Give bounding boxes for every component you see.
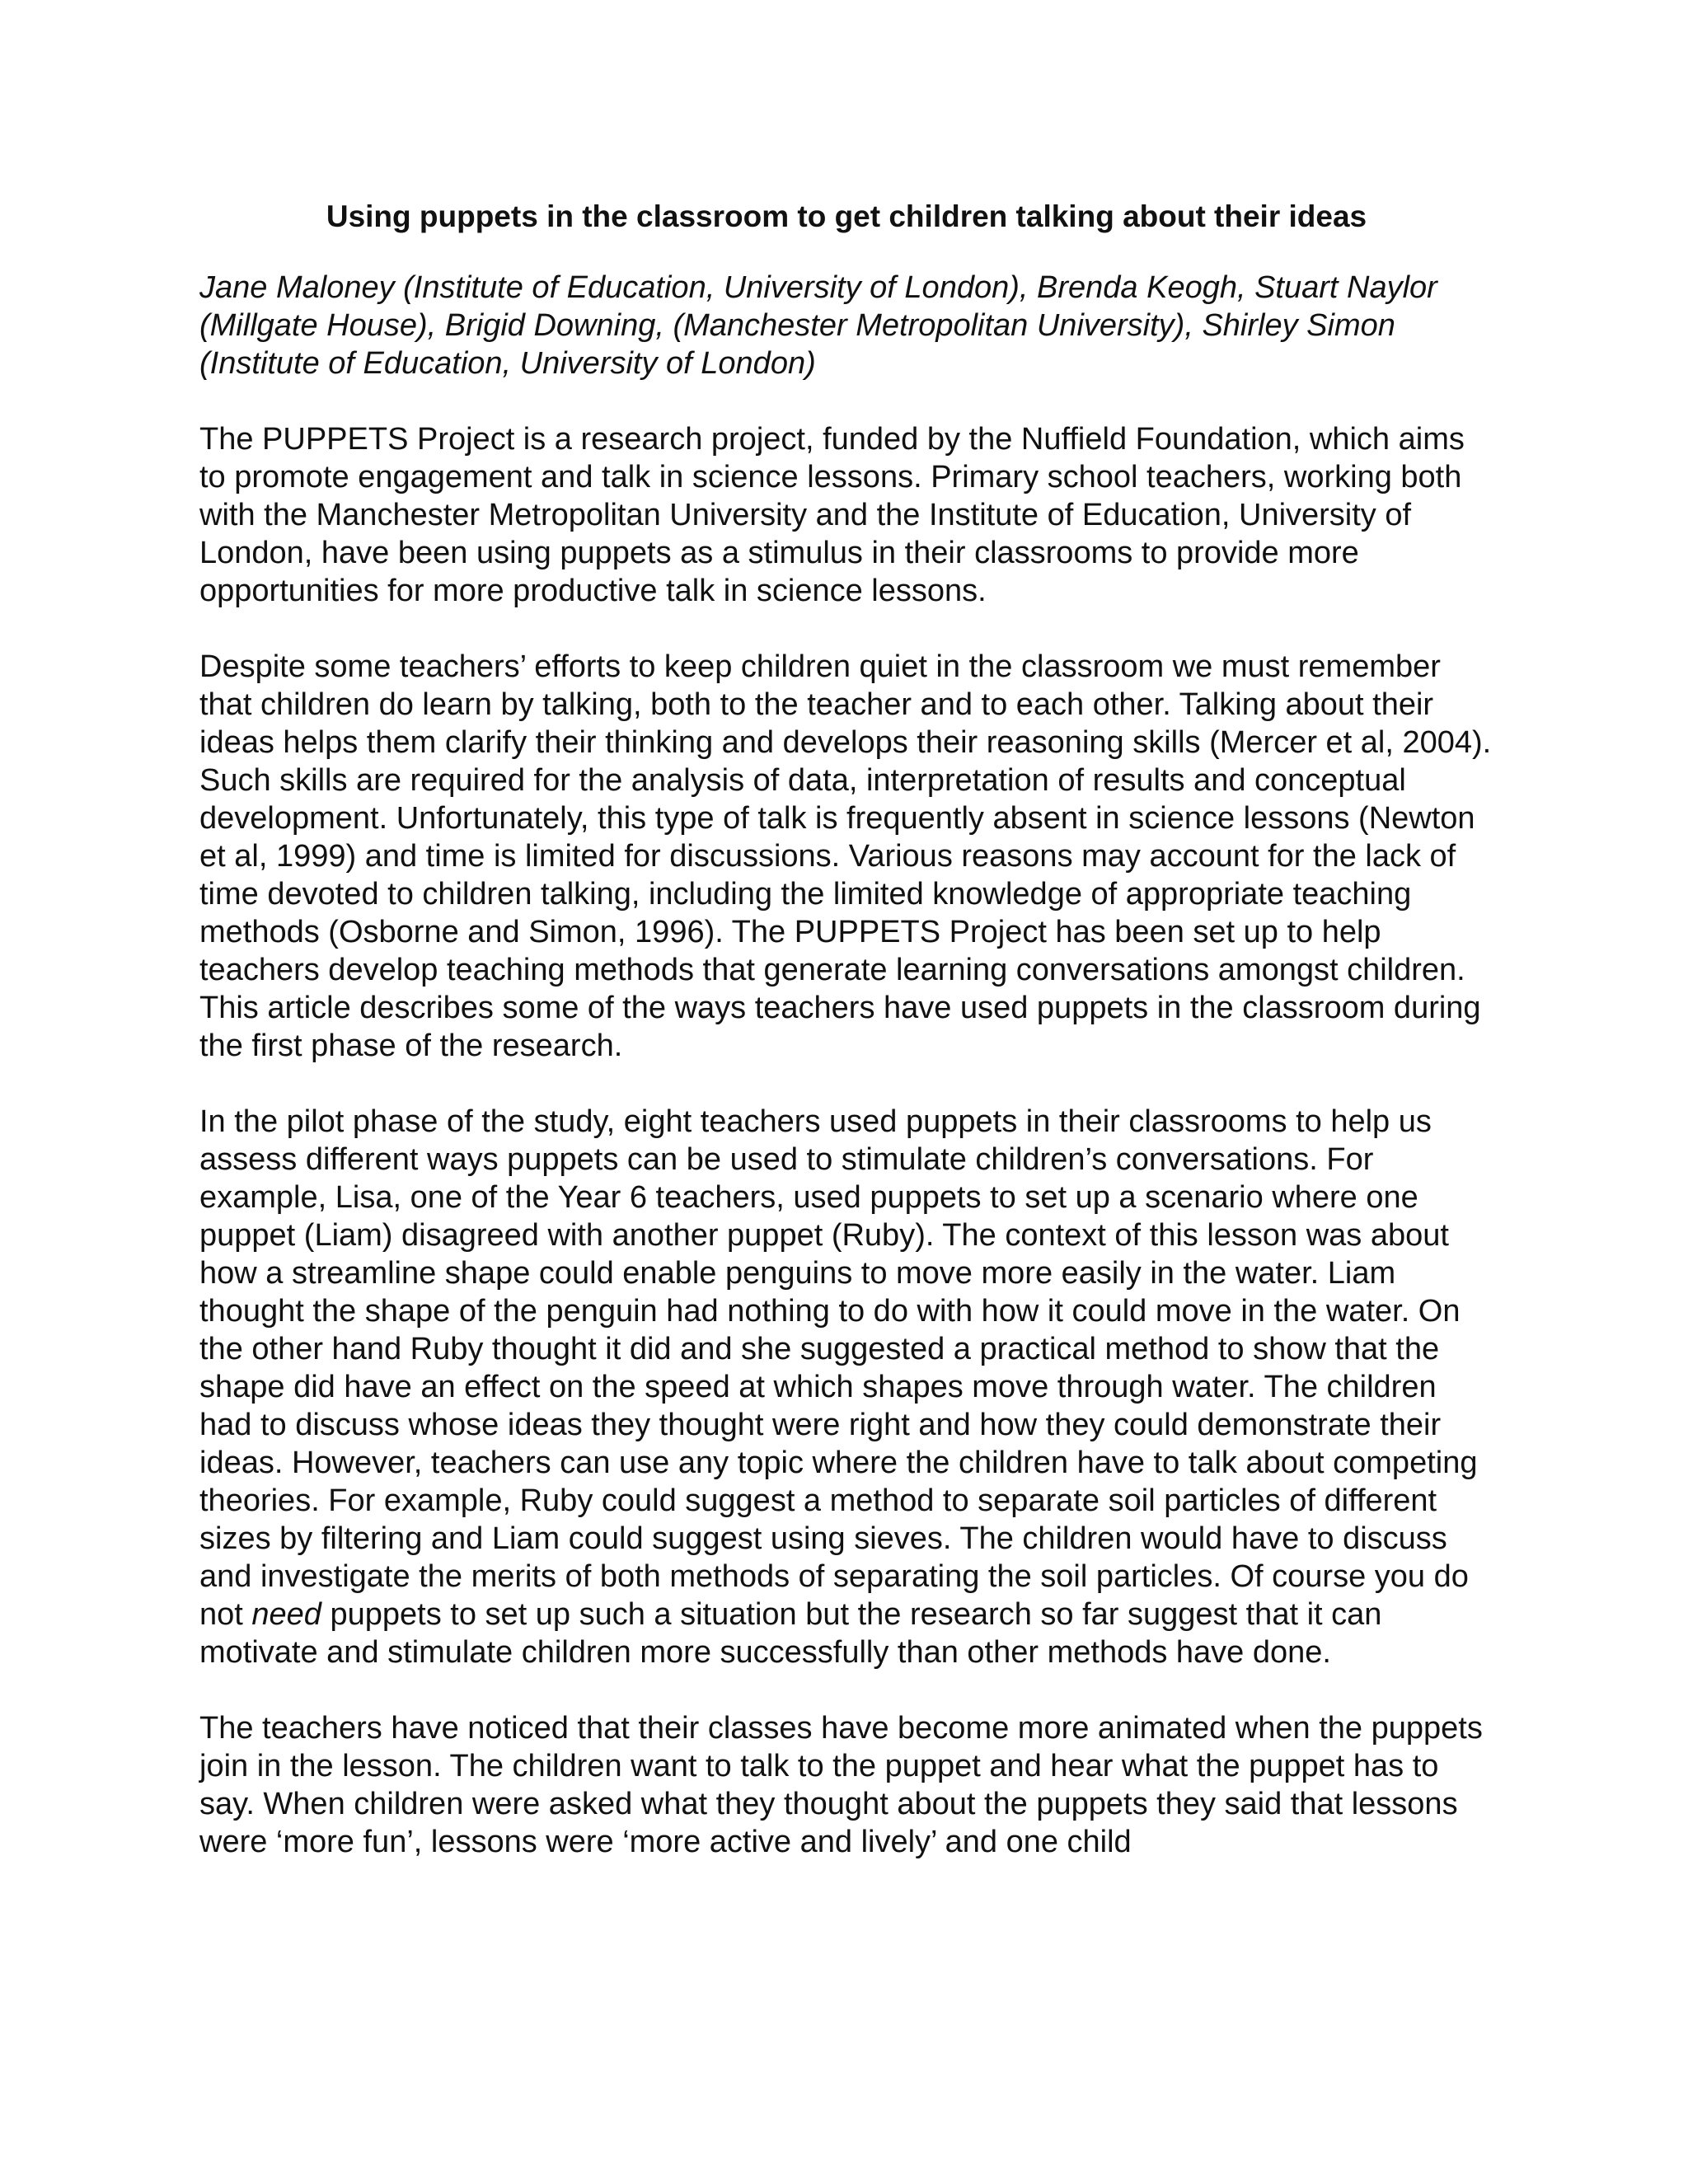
article-title: Using puppets in the classroom to get children talking about their ideas: [326, 199, 1367, 233]
paragraph-background: Despite some teachers’ efforts to keep children quiet in the classroom we must remember that children do learn by talking, both to the teacher and to each other. Talking about their ideas helps them clarify their thinking and develops their reasoning skills (Mercer et al, 2004). Such skills are required for the analysis of data, interpretation of results and conceptual development. Unfortunately, this type of talk is frequently absent in science lessons (Newton et al, 1999) and time is limited for discussions. Various reasons may account for the lack of time devoted to children talking, including the limited knowledge of appropriate teaching methods (Osborne and Simon, 1996). The PUPPETS Project has been set up to help teachers develop teaching methods that generate learning conversations amongst children. This article describes some of the ways teachers have used puppets in the classroom during the first phase of the research.: [199, 649, 1492, 1063]
paragraph-intro: The PUPPETS Project is a research project, funded by the Nuffield Foundation, which aims to promote engagement and talk in science lessons. Primary school teachers, working both with the Manchester Metropolitan University and the Institute of Education, University of London, have been using puppets as a stimulus in their classrooms to provide more opportunities for more productive talk in science lessons.: [199, 422, 1465, 608]
paragraph-observations: The teachers have noticed that their classes have become more animated when the puppets join in the lesson. The children want to talk to the puppet and hear what the puppet has to say. When children were asked what they thought about the puppets they said that lessons were ‘more fun’, lessons were ‘more active and lively’ and one child: [199, 1711, 1483, 1859]
paragraph-pilot-phase: [199, 1103, 1493, 1671]
paragraph-text-segment: puppets to set up such a situation but the research so far suggest that it can motivate and stimulate children more successfully than other methods have done.: [199, 1597, 1382, 1670]
emphasized-word: need: [251, 1597, 321, 1632]
author-list: Jane Maloney (Institute of Education, University of London), Brenda Keogh, Stuart Naylor (Millgate House), Brigid Downing, (Manchester Metropolitan University), Shirley Simon (Institute of Education, University of London): [199, 270, 1437, 381]
document-body: [199, 198, 1493, 1861]
paragraph-text-segment: In the pilot phase of the study, eight teachers used puppets in their classrooms to help us assess different ways puppets can be used to stimulate children’s conversations. For example, Lisa, one of the Year 6 teachers, used puppets to set up a scenario where one puppet (Liam) disagreed with another puppet (Ruby). The context of this lesson was about how a streamline shape could enable penguins to move more easily in the water. Liam thought the shape of the penguin had nothing to do with how it could move in the water. On the other hand Ruby thought it did and she suggested a practical method to show that the shape did have an effect on the speed at which shapes move through water. The children had to discuss whose ideas they thought were right and how they could demonstrate their ideas. However, teachers can use any topic where the children have to talk about competing theories. For example, Ruby could suggest a method to separate soil particles of different sizes by filtering and Liam could suggest using sieves. The children would have to discuss and investigate the merits of both methods of separating the soil particles. Of course you do not: [199, 1104, 1478, 1632]
